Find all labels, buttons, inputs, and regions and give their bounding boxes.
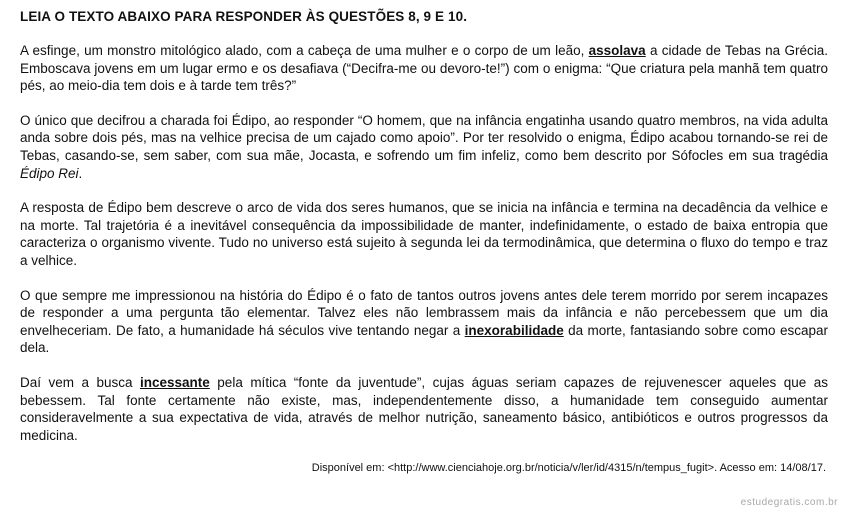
keyword-inexorabilidade: inexorabilidade <box>464 322 564 338</box>
keyword-incessante: incessante <box>140 374 210 390</box>
keyword-assolava: assolava <box>588 43 646 58</box>
instruction-heading: LEIA O TEXTO ABAIXO PARA RESPONDER ÀS QUESTÕES 8, 9 E 10. <box>20 9 468 24</box>
paragraph-5-text-b: pela mítica “fonte da juventude”, cujas águas seriam capazes de rejuvenescer aqueles que as bebessem. Tal fonte certamente não existe, mas, independentemente disso, a humanidade tem conseguido aumentar consideravelmente a sua expectativa de vida, através de melhor nutrição, saneamento básico, antibióticos e outros progressos da medicina. <box>20 374 828 443</box>
paragraph-1 <box>20 42 828 95</box>
document-body <box>20 8 828 461</box>
paragraph-1-text-b: a cidade de Tebas na Grécia. Emboscava jovens em um lugar ermo e os desafiava (“Decifra-me ou devoro-te!”) com o enigma: “Que criatura pela manhã tem quatro pés, ao meio-dia tem dois e à tarde tem três?” <box>20 43 828 94</box>
paragraph-2-text-b: . <box>78 165 83 181</box>
paragraph-3: A resposta de Édipo bem descreve o arco de vida dos seres humanos, que se inicia na infância e termina na decadência da velhice e na morte. Tal trajetória é a inevitável consequência da impossibilidade de manter, indefinidamente, o estado de baixa entropia que caracteriza o organismo vivente. Tudo no universo está sujeito à segunda lei da termodinâmica, que determina o fluxo do tempo e traz a velhice. <box>20 200 828 268</box>
source-citation: Disponível em: <http://www.cienciahoje.org.br/noticia/v/ler/id/4315/n/tempus_fugit>. Acesso em: 14/08/17. <box>311 462 826 474</box>
site-watermark: estudegratis.com.br <box>740 497 838 508</box>
paragraph-4-text-a: O que sempre me impressionou na história do Édipo é o fato de tantos outros jovens antes dele terem morrido por serem incapazes de responder a uma pergunta tão elementar. Talvez eles não lembrassem mais da infância e não percebessem que um dia envelheceriam. De fato, a humanidade há séculos vive tentando negar a <box>20 287 828 338</box>
paragraph-5-text-a: Daí vem a busca <box>20 374 141 390</box>
paragraph-4-text-b: da morte, fantasiando sobre como escapar dela. <box>20 322 828 356</box>
paragraph-2-text-a: O único que decifrou a charada foi Édipo, ao responder “O homem, que na infância engatinha usando quatro membros, na vida adulta anda sobre dois pés, mas na velhice precisa de um cajado como apoio”. Por ter resolvido o enigma, Édipo acabou tornando-se rei de Tebas, casando-se, sem saber, com sua mãe, Jocasta, e sofrendo um fim infeliz, como bem descrito por Sófocles em sua tragédia <box>20 112 828 163</box>
paragraph-4 <box>20 287 828 357</box>
paragraph-5 <box>20 374 828 444</box>
paragraph-1-text-a: A esfinge, um monstro mitológico alado, com a cabeça de uma mulher e o corpo de um leão, <box>20 43 589 58</box>
book-title: Édipo Rei <box>20 165 79 181</box>
paragraph-2 <box>20 112 828 182</box>
